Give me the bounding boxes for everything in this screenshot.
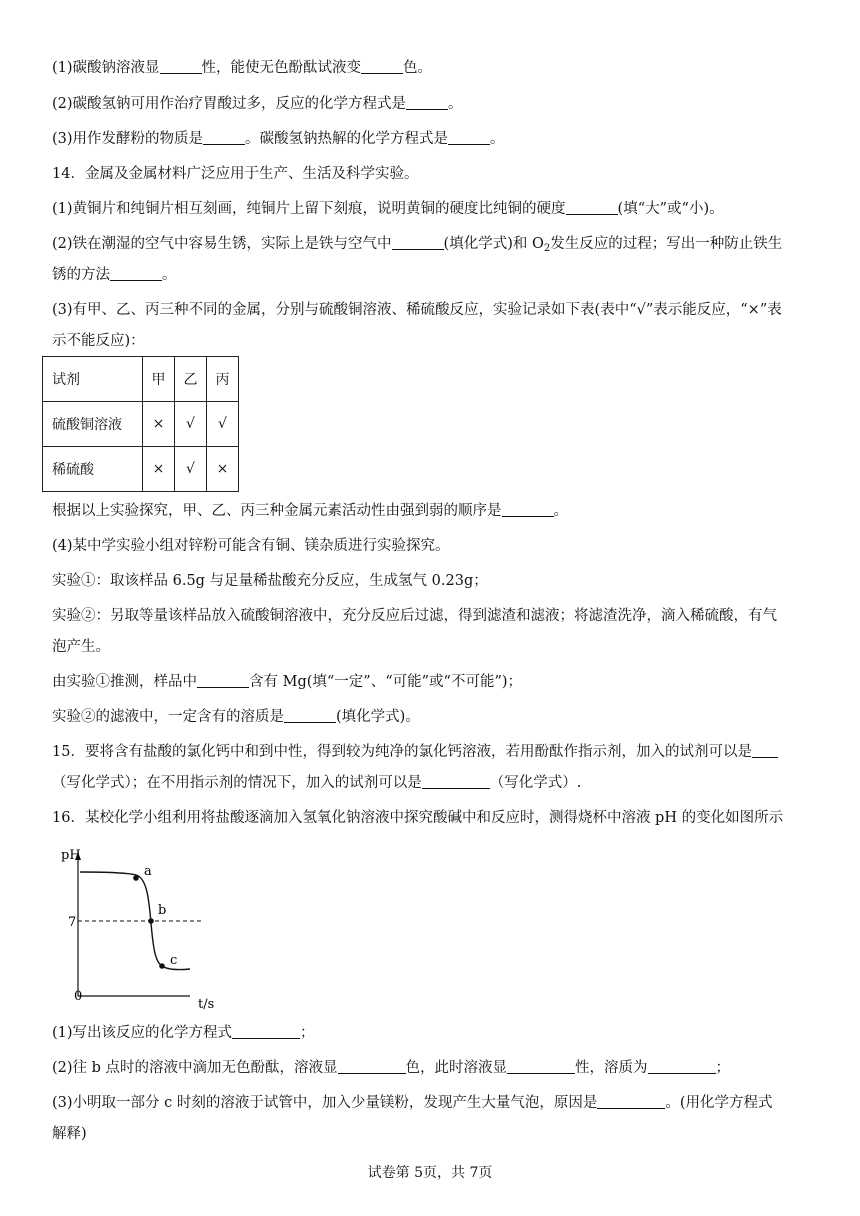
answer-blank[interactable]	[361, 58, 403, 74]
answer-blank[interactable]	[284, 707, 336, 723]
answer-blank[interactable]	[338, 1058, 406, 1074]
answer-blank[interactable]	[566, 199, 618, 215]
answer-blank[interactable]	[597, 1093, 665, 1109]
q14-part3-line1: (3)有甲、乙、丙三种不同的金属，分别与硫酸铜溶液、稀硫酸反应，实验记录如下表(表中“√”表示能反应，“×”表	[52, 302, 782, 318]
q14-part4: (4)某中学实验小组对锌粉可能含有铜、镁杂质进行实验探究。	[52, 538, 450, 554]
answer-blank[interactable]	[507, 1058, 575, 1074]
q14-part1: (1)黄铜片和纯铜片相互刻画，纯铜片上留下刻痕，说明黄铜的硬度比纯铜的硬度 (填“大”或“小)。	[52, 201, 724, 217]
q14-part3-question: 根据以上实验探究，甲、乙、丙三种金属元素活动性由强到弱的顺序是 。	[52, 503, 568, 519]
q14-inference2: 实验②的滤液中，一定含有的溶质是 (填化学式)。	[52, 709, 420, 725]
y-tick-7: 7	[68, 915, 77, 930]
table-header-cell: 甲	[143, 357, 175, 402]
reaction-table	[42, 356, 239, 492]
point-b-label: b	[158, 903, 167, 918]
q16-intro: 16．某校化学小组利用将盐酸逐滴加入氢氧化钠溶液中探究酸碱中和反应时，测得烧杯中溶液 pH 的变化如图所示	[52, 810, 784, 826]
q14-part2-line1: (2)铁在潮湿的空气中容易生锈，实际上是铁与空气中 (填化学式)和 $O_2$发生反应的过程；写出一种防止铁生	[52, 236, 783, 254]
point-a-marker	[133, 875, 139, 881]
q15-line1: 15．要将含有盐酸的氯化钙中和到中性，得到较为纯净的氯化钙溶液，若用酚酞作指示剂，加入的试剂可以是	[52, 742, 778, 762]
table-cell: √	[175, 402, 207, 447]
table-cell: 稀硫酸	[43, 447, 143, 492]
ph-curve-graph	[58, 838, 238, 1010]
q16-part2: (2)往 b 点时的溶液中滴加无色酚酞，溶液显 色，此时溶液显 性，溶质为 ；	[52, 1060, 731, 1076]
answer-blank[interactable]	[232, 1023, 300, 1039]
point-a-label: a	[144, 864, 152, 879]
answer-blank[interactable]	[406, 94, 448, 110]
q16-part1: (1)写出该反应的化学方程式 ；	[52, 1025, 315, 1041]
answer-blank[interactable]	[648, 1058, 716, 1074]
q14-experiment1: 实验①：取该样品 6.5g 与足量稀盐酸充分反应，生成氢气 0.23g；	[52, 573, 488, 589]
table-cell: ×	[143, 402, 175, 447]
table-header-row	[43, 357, 239, 402]
answer-blank[interactable]	[110, 265, 162, 281]
answer-blank[interactable]	[502, 501, 554, 517]
q15-line2: （写化学式）；在不用指示剂的情况下，加入的试剂可以是 （写化学式）.	[52, 775, 582, 791]
answer-blank[interactable]	[203, 129, 245, 145]
table-row	[43, 447, 239, 492]
table-cell: 硫酸铜溶液	[43, 402, 143, 447]
q14-part2-line2: 锈的方法 。	[52, 267, 177, 283]
q16-part3-line1: (3)小明取一部分 c 时刻的溶液于试管中，加入少量镁粉，发现产生大量气泡，原因是 。(用化学方程式	[52, 1095, 773, 1111]
answer-blank[interactable]	[160, 58, 202, 74]
q13-part3: (3)用作发酵粉的物质是 。碳酸氢钠热解的化学方程式是 。	[52, 131, 505, 147]
q13-part1: (1)碳酸钠溶液显 性，能使无色酚酞试液变 色。	[52, 60, 433, 76]
answer-blank[interactable]	[197, 672, 249, 688]
table-header-cell: 试剂	[43, 357, 143, 402]
q14-experiment2-line2: 泡产生。	[52, 639, 110, 655]
origin-label: 0	[74, 989, 83, 1004]
q16-part3-line2: 解释)	[52, 1126, 87, 1142]
table-cell: ×	[143, 447, 175, 492]
table-header-cell: 乙	[175, 357, 207, 402]
q13-part2: (2)碳酸氢钠可用作治疗胃酸过多，反应的化学方程式是 。	[52, 96, 463, 112]
point-c-marker	[159, 963, 165, 969]
answer-blank[interactable]	[448, 129, 490, 145]
point-c-label: c	[170, 953, 178, 968]
table-row	[43, 402, 239, 447]
table-cell: ×	[207, 447, 239, 492]
answer-blank[interactable]	[422, 773, 490, 789]
q14-inference1: 由实验①推测，样品中 含有 Mg(填“一定”、“可能”或“不可能”)；	[52, 674, 523, 690]
page-footer: 试卷第 5页，共 7页	[367, 1165, 493, 1181]
y-axis-label: pH	[61, 848, 81, 863]
q14-intro: 14．金属及金属材料广泛应用于生产、生活及科学实验。	[52, 166, 419, 182]
table-header-cell: 丙	[207, 357, 239, 402]
point-b-marker	[148, 918, 154, 924]
x-axis-label: t/s	[198, 997, 215, 1010]
table-cell: √	[207, 402, 239, 447]
table-cell: √	[175, 447, 207, 492]
answer-blank[interactable]	[392, 234, 444, 250]
q14-experiment2-line1: 实验②：另取等量该样品放入硫酸铜溶液中，充分反应后过滤，得到滤渣和滤液；将滤渣洗净，滴入稀硫酸，有气	[52, 608, 777, 624]
answer-blank[interactable]	[752, 742, 778, 758]
q14-part3-line2: 示不能反应)：	[52, 333, 145, 349]
